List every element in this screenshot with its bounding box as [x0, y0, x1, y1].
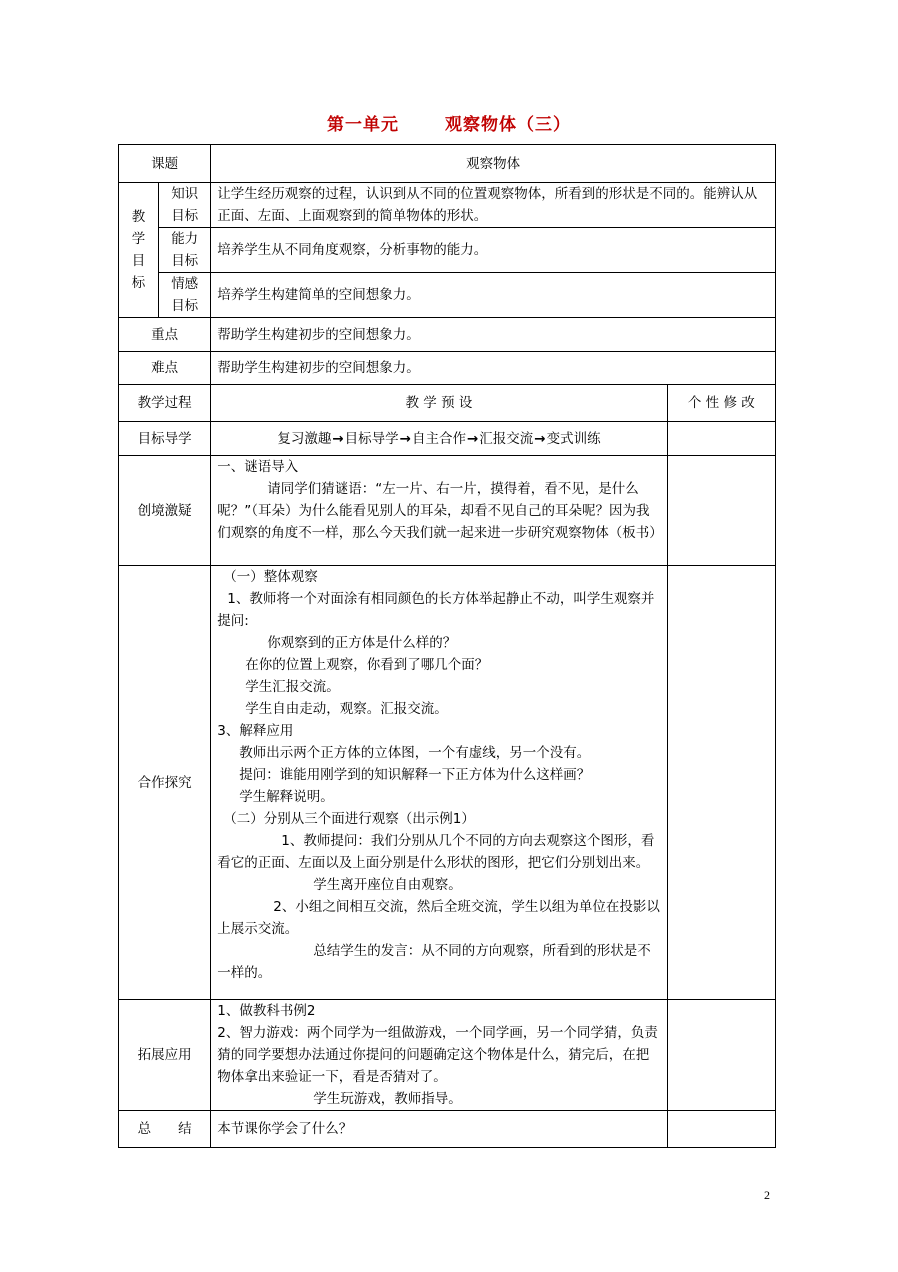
- emotion-label-line: 情感: [171, 276, 199, 292]
- extend-row: [119, 1000, 776, 1111]
- explore-line: 学生汇报交流。: [245, 679, 340, 695]
- explore-line: 1、教师将一个对面涂有相同颜色的长方体举起静止不动，叫学生观察并提问:: [217, 591, 655, 629]
- goals-label-char: 教: [131, 209, 146, 225]
- ability-goal-text: 培养学生从不同角度观察，分析事物的能力。: [211, 228, 776, 273]
- explore-line: 学生离开座位自由观察。: [313, 877, 462, 893]
- guide-flow: [211, 422, 667, 456]
- goals-label-char: 目: [131, 253, 146, 269]
- summary-text: 本节课你学会了什么？: [211, 1111, 667, 1148]
- process-header-row: [119, 385, 776, 422]
- extend-label: 拓展应用: [119, 1000, 211, 1111]
- summary-notes: [667, 1111, 775, 1148]
- goal-emotion-row: [119, 273, 776, 318]
- explore-line: 在你的位置上观察，你看到了哪几个面？: [245, 657, 489, 673]
- guide-step: 自主合作: [411, 430, 466, 447]
- intro-content: [211, 456, 667, 566]
- knowledge-goal-text: 让学生经历观察的过程，认识到从不同的位置观察物体，所看到的形状是不同的。能辨认从正面、左面、上面观察到的简单物体的形状。: [211, 183, 776, 228]
- guide-step: 汇报交流: [479, 430, 534, 447]
- guide-step: 复习激趣: [277, 430, 332, 447]
- intro-row: [119, 456, 776, 566]
- process-right-header: 个 性 修 改: [667, 385, 775, 422]
- knowledge-goal-label: [159, 183, 211, 228]
- explore-line: 学生自由走动，观察。汇报交流。: [245, 701, 448, 717]
- guide-row: [119, 422, 776, 456]
- emotion-goal-label: [159, 273, 211, 318]
- arrow-right-icon: →: [399, 430, 411, 447]
- extend-line: 1、做教科书例2: [217, 1003, 316, 1019]
- difficulty-row: [119, 352, 776, 385]
- process-middle-header: 教 学 预 设: [211, 385, 667, 422]
- intro-label: 创境激疑: [119, 456, 211, 566]
- difficulty-text: 帮助学生构建初步的空间想象力。: [211, 352, 776, 385]
- ability-goal-label: [159, 228, 211, 273]
- intro-line: 一、谜语导入: [217, 459, 299, 475]
- explore-label: 合作探究: [119, 566, 211, 1000]
- goals-label: [119, 183, 159, 318]
- arrow-right-icon: →: [332, 430, 344, 447]
- ability-label-line: 能力: [171, 231, 199, 247]
- page-number: 2: [764, 1188, 770, 1202]
- knowledge-label-line: 目标: [171, 208, 199, 224]
- explore-line: 提问：谁能用刚学到的知识解释一下正方体为什么这样画？: [239, 767, 591, 783]
- summary-row: [119, 1111, 776, 1148]
- process-label: 教学过程: [119, 385, 211, 422]
- explore-line: 你观察到的正方体是什么样的？: [267, 635, 457, 651]
- explore-row: [119, 566, 776, 1000]
- key-point-label: 重点: [119, 318, 211, 352]
- explore-line: 教师出示两个正方体的立体图，一个有虚线，另一个没有。: [239, 745, 591, 761]
- lesson-value: 观察物体: [211, 145, 776, 183]
- explore-line: 3、解释应用: [217, 723, 294, 739]
- explore-line: （一）整体观察: [223, 569, 318, 585]
- explore-line: （二）分别从三个面进行观察（出示例1）: [223, 811, 475, 827]
- ability-label-line: 目标: [171, 253, 199, 269]
- guide-notes: [667, 422, 775, 456]
- page-title: [0, 110, 898, 135]
- unit-title: 第一单元: [327, 115, 399, 135]
- goals-label-char: 标: [131, 275, 146, 291]
- goal-knowledge-row: [119, 183, 776, 228]
- lesson-row: [119, 145, 776, 183]
- knowledge-label-line: 知识: [171, 186, 199, 202]
- extend-line: 2、智力游戏：两个同学为一组做游戏，一个同学画，另一个同学猜，负责猜的同学要想办法通过你提问的问题确定这个物体是什么，猜完后，在把物体拿出来验证一下，看是否猜对了。: [217, 1025, 658, 1085]
- lesson-plan-table: [118, 144, 776, 1148]
- emotion-goal-text: 培养学生构建简单的空间想象力。: [211, 273, 776, 318]
- summary-label: 总 结: [119, 1111, 211, 1148]
- intro-notes: [667, 456, 775, 566]
- explore-notes: [667, 566, 775, 1000]
- arrow-right-icon: →: [466, 430, 479, 447]
- difficulty-label: 难点: [119, 352, 211, 385]
- extend-line: 学生玩游戏，教师指导。: [313, 1091, 462, 1107]
- explore-line: 学生解释说明。: [239, 789, 334, 805]
- guide-label: 目标导学: [119, 422, 211, 456]
- explore-line: 2、小组之间相互交流，然后全班交流，学生以组为单位在投影以上展示交流。: [217, 899, 660, 937]
- explore-content: [211, 566, 667, 1000]
- lesson-title: 观察物体（三）: [445, 115, 571, 135]
- key-point-text: 帮助学生构建初步的空间想象力。: [211, 318, 776, 352]
- explore-line: 总结学生的发言：从不同的方向观察，所看到的形状是不一样的。: [217, 943, 651, 981]
- extend-content: [211, 1000, 667, 1111]
- goals-label-char: 学: [131, 231, 146, 247]
- guide-step: 变式训练: [546, 430, 601, 447]
- intro-line: 请同学们猜谜语：“左一片、右一片，摸得着，看不见，是什么呢？”（耳朵）为什么能看见别人的耳朵，却看不见自己的耳朵呢？因为我们观察的角度不一样，那么今天我们就一起来进一步研究观察物体（板书）: [217, 481, 663, 541]
- extend-notes: [667, 1000, 775, 1111]
- explore-line: 1、教师提问：我们分别从几个不同的方向去观察这个图形，看看它的正面、左面以及上面分别是什么形状的图形，把它们分别划出来。: [217, 833, 655, 871]
- lesson-label: 课题: [119, 145, 211, 183]
- guide-step: 目标导学: [344, 430, 399, 447]
- goal-ability-row: [119, 228, 776, 273]
- key-point-row: [119, 318, 776, 352]
- emotion-label-line: 目标: [171, 298, 199, 314]
- arrow-right-icon: →: [534, 430, 546, 447]
